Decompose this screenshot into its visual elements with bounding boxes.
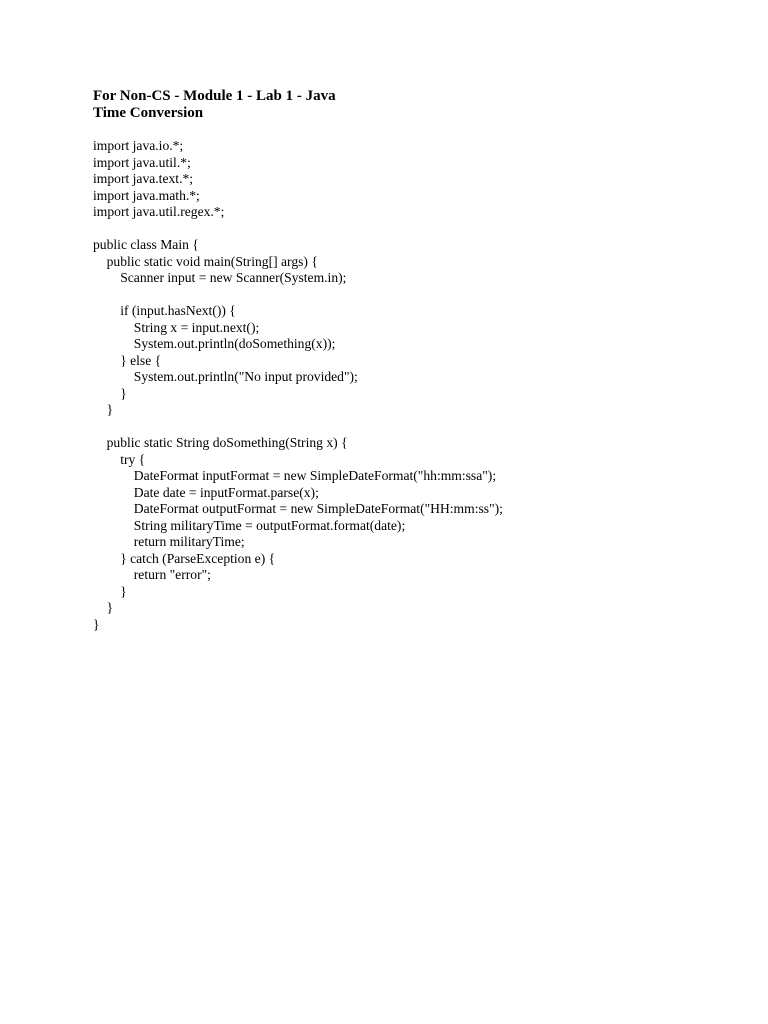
code-block: [93, 138, 733, 633]
document-page: [93, 88, 733, 633]
code-line: public static String doSomething(String x) {: [93, 435, 348, 450]
code-line: try {: [93, 451, 146, 467]
code-line: public static void main(String[] args) {: [93, 253, 318, 269]
code-line: import java.text.*;: [93, 171, 194, 186]
code-line: if (input.hasNext()) {: [93, 303, 236, 318]
code-line: DateFormat inputFormat = new SimpleDateFormat("hh:mm:ssa");: [93, 468, 497, 483]
code-line: Scanner input = new Scanner(System.in);: [93, 270, 347, 285]
code-line: System.out.println(doSomething(x));: [93, 336, 336, 351]
code-line: public class Main {: [93, 237, 199, 252]
code-line: import java.util.*;: [93, 154, 191, 170]
document-subtitle: Time Conversion: [93, 105, 204, 121]
code-line: String x = input.next();: [93, 319, 260, 335]
code-line: }: [93, 600, 114, 615]
code-line: }: [93, 385, 127, 401]
code-line: import java.math.*;: [93, 187, 200, 203]
code-line: System.out.println("No input provided");: [93, 369, 358, 384]
code-line: [93, 419, 733, 436]
code-line: }: [93, 402, 114, 417]
code-line: [93, 221, 733, 238]
document-title: For Non-CS - Module 1 - Lab 1 - Java: [93, 88, 336, 104]
code-line: return militaryTime;: [93, 534, 245, 549]
code-line: }: [93, 583, 127, 599]
code-line: }: [93, 616, 100, 632]
code-line: [93, 287, 733, 304]
code-line: import java.io.*;: [93, 138, 184, 153]
code-line: import java.util.regex.*;: [93, 204, 225, 219]
code-line: String militaryTime = outputFormat.format(date);: [93, 517, 406, 533]
code-line: } else {: [93, 352, 162, 368]
code-line: } catch (ParseException e) {: [93, 550, 276, 566]
code-line: DateFormat outputFormat = new SimpleDateFormat("HH:mm:ss");: [93, 501, 503, 516]
code-line: Date date = inputFormat.parse(x);: [93, 484, 319, 500]
code-line: return "error";: [93, 567, 211, 582]
